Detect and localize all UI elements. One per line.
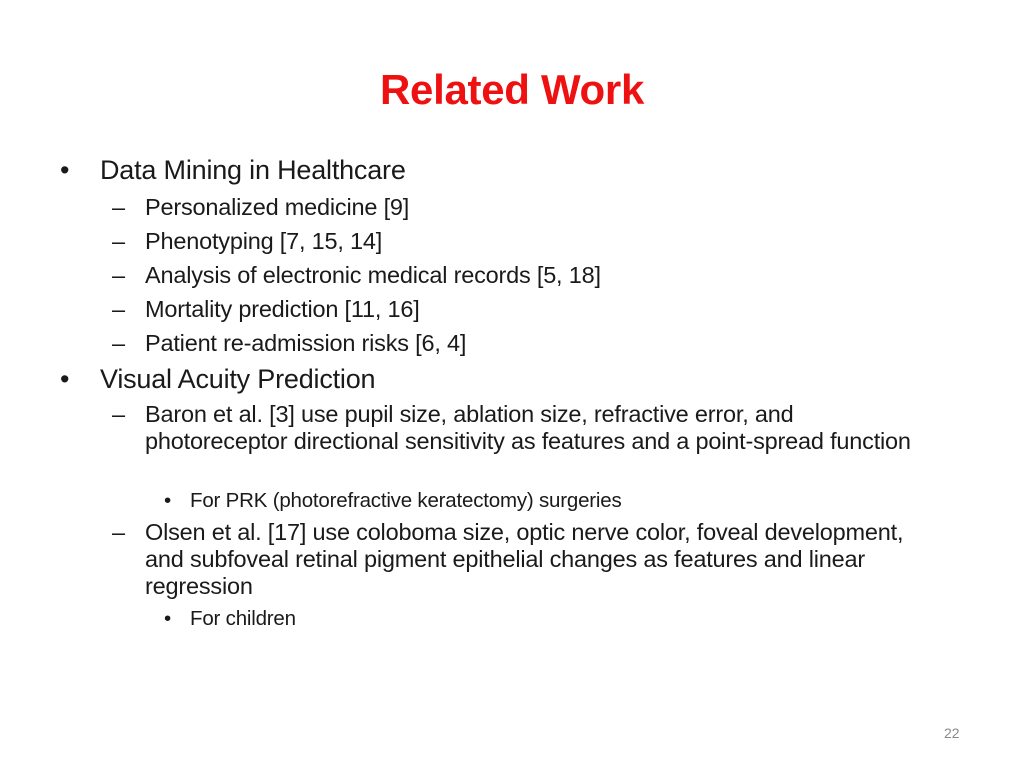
bullet-text: Data Mining in Healthcare bbox=[100, 155, 406, 185]
sub-sub-bullet-text: For PRK (photorefractive keratectomy) surgeries bbox=[190, 489, 622, 512]
dash-marker: – bbox=[112, 194, 125, 220]
sub-bullet-emr-analysis bbox=[112, 262, 935, 289]
slide-title: Related Work bbox=[379, 66, 645, 113]
sub-bullet-text: Mortality prediction [11, 16] bbox=[145, 296, 420, 322]
sub-bullet-text: Olsen et al. [17] use coloboma size, optic nerve color, foveal development, and subfoveal retinal pigment epithelial changes as features and linear regression bbox=[145, 519, 904, 599]
sub-bullet-baron bbox=[112, 401, 935, 455]
dash-marker: – bbox=[112, 296, 125, 322]
sub-bullet-phenotyping bbox=[112, 228, 935, 255]
dash-marker: – bbox=[112, 401, 125, 427]
sub-bullet-olsen bbox=[112, 519, 935, 600]
sub-bullet-mortality-prediction bbox=[112, 296, 935, 323]
sub-bullet-readmission-risks bbox=[112, 330, 935, 357]
bullet-data-mining bbox=[60, 155, 406, 186]
sub-bullet-personalized-medicine bbox=[112, 194, 935, 221]
sub-bullet-text: Phenotyping [7, 15, 14] bbox=[145, 228, 383, 254]
bullet-marker: • bbox=[164, 607, 171, 630]
sub-bullet-text: Analysis of electronic medical records [5, 18] bbox=[145, 262, 601, 288]
sub-sub-bullet-prk bbox=[164, 489, 622, 513]
page-number: 22 bbox=[944, 725, 960, 741]
sub-bullet-text: Baron et al. [3] use pupil size, ablation size, refractive error, and photoreceptor directional sensitivity as features and a point-spread function bbox=[145, 401, 911, 454]
bullet-marker: • bbox=[60, 364, 70, 394]
dash-marker: – bbox=[112, 519, 125, 545]
dash-marker: – bbox=[112, 330, 125, 356]
sub-sub-bullet-children bbox=[164, 607, 296, 631]
sub-bullet-text: Patient re-admission risks [6, 4] bbox=[145, 330, 467, 356]
bullet-visual-acuity bbox=[60, 364, 375, 395]
bullet-marker: • bbox=[164, 489, 171, 512]
bullet-text: Visual Acuity Prediction bbox=[100, 364, 376, 394]
dash-marker: – bbox=[112, 228, 125, 254]
bullet-marker: • bbox=[60, 155, 70, 185]
sub-sub-bullet-text: For children bbox=[190, 607, 296, 630]
sub-bullet-text: Personalized medicine [9] bbox=[145, 194, 410, 220]
dash-marker: – bbox=[112, 262, 125, 288]
